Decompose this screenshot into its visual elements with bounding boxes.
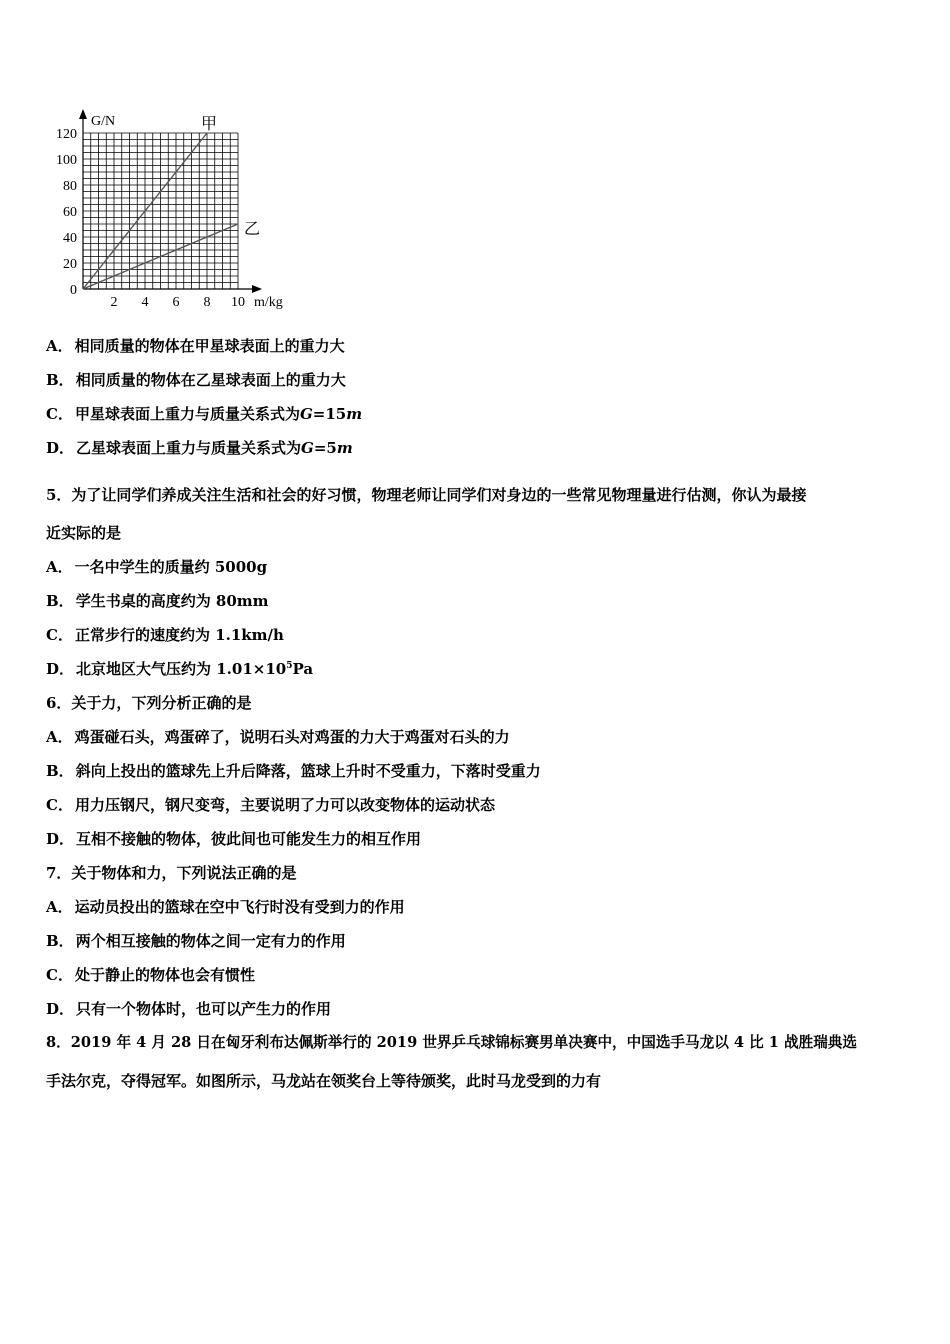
q8-stem-line2: 手法尔克，夺得冠军。如图所示，马龙站在领奖台上等待颁奖，此时马龙受到的力有 bbox=[46, 1072, 602, 1090]
q5-option-c bbox=[46, 625, 284, 645]
q6-stem: 6．关于力，下列分析正确的是 bbox=[46, 694, 252, 712]
series-label-yi: 乙 bbox=[244, 219, 261, 238]
option-label: D． bbox=[46, 660, 75, 678]
q4-option-b bbox=[46, 370, 346, 390]
x-tick-label: 10 bbox=[231, 295, 245, 310]
option-text: 运动员投出的篮球在空中飞行时没有受到力的作用 bbox=[74, 898, 405, 916]
option-text: 只有一个物体时，也可以产生力的作用 bbox=[76, 1000, 332, 1018]
option-text: 斜向上投出的篮球先上升后降落，篮球上升时不受重力，下落时受重力 bbox=[75, 762, 541, 780]
chart-grid bbox=[83, 133, 238, 289]
q5-option-d bbox=[46, 659, 313, 679]
option-label: A． bbox=[46, 337, 73, 355]
q6-option-a bbox=[46, 727, 510, 747]
q4-option-c bbox=[46, 404, 362, 424]
q5-stem-line1: 5．为了让同学们养成关注生活和社会的好习惯，物理老师让同学们对身边的一些常见物理量进行估测，你认为最接 bbox=[46, 486, 807, 504]
formula-value: =15 bbox=[312, 405, 347, 423]
option-text: 乙星球表面上重力与质量关系式为 bbox=[76, 439, 302, 457]
x-axis-label: m/kg bbox=[254, 295, 283, 310]
q7-option-a bbox=[46, 897, 405, 917]
option-label: A． bbox=[46, 558, 73, 576]
q5-option-b bbox=[46, 591, 269, 611]
y-axis-arrow-icon bbox=[79, 109, 87, 119]
option-text: 互相不接触的物体，彼此间也可能发生力的相互作用 bbox=[76, 830, 422, 848]
unit: Pa bbox=[292, 660, 314, 678]
x-axis-arrow-icon bbox=[252, 285, 262, 293]
option-text: 两个相互接触的物体之间一定有力的作用 bbox=[75, 932, 346, 950]
q5-option-a bbox=[46, 557, 267, 577]
q5-stem-line2: 近实际的是 bbox=[46, 524, 122, 542]
option-label: C． bbox=[46, 626, 73, 644]
q7-option-d bbox=[46, 999, 331, 1019]
option-label: B． bbox=[46, 932, 74, 950]
y-tick-label: 0 bbox=[70, 283, 77, 298]
option-label: A． bbox=[46, 898, 73, 916]
option-label: C． bbox=[46, 796, 73, 814]
option-text: 一名中学生的质量约 5000g bbox=[74, 558, 268, 576]
option-label: D． bbox=[46, 439, 75, 457]
q7-option-b bbox=[46, 931, 346, 951]
x-tick-label: 8 bbox=[203, 295, 211, 310]
option-label: B． bbox=[46, 371, 74, 389]
q8-stem-line1: 8．2019 年 4 月 28 日在匈牙利布达佩斯举行的 2019 世界乒乓球锦标赛男单决赛中，中国选手马龙以 4 比 1 战胜瑞典选 bbox=[46, 1034, 857, 1051]
option-text: 学生书桌的高度约为 80mm bbox=[75, 592, 269, 610]
option-label: D． bbox=[46, 830, 75, 848]
q7-option-c bbox=[46, 965, 255, 985]
option-label: B． bbox=[46, 762, 74, 780]
formula-variable: G bbox=[299, 405, 313, 423]
q4-option-a bbox=[46, 336, 345, 356]
option-text: 相同质量的物体在甲星球表面上的重力大 bbox=[74, 337, 345, 355]
exponent: 5 bbox=[286, 661, 293, 671]
option-text: 正常步行的速度约为 1.1km/h bbox=[74, 626, 284, 644]
y-axis-label: G/N bbox=[91, 114, 116, 129]
option-text: 处于静止的物体也会有惯性 bbox=[74, 966, 255, 984]
formula-variable: G bbox=[301, 439, 314, 457]
option-text: 北京地区大气压约为 1.01×10 bbox=[76, 660, 287, 678]
q6-option-c bbox=[46, 795, 495, 815]
option-text: 鸡蛋碰石头，鸡蛋碎了，说明石头对鸡蛋的力大于鸡蛋对石头的力 bbox=[74, 728, 510, 746]
series-label-jia: 甲 bbox=[201, 114, 218, 133]
option-label: D． bbox=[46, 1000, 75, 1018]
x-tick-label: 6 bbox=[172, 295, 180, 310]
y-tick-label: 20 bbox=[63, 257, 77, 272]
gravity-mass-chart bbox=[40, 100, 310, 315]
option-label: C． bbox=[46, 966, 73, 984]
q7-stem: 7．关于物体和力，下列说法正确的是 bbox=[46, 864, 297, 882]
formula-value: =5 bbox=[313, 439, 337, 457]
option-text: 甲星球表面上重力与质量关系式为 bbox=[74, 405, 300, 423]
y-tick-label: 40 bbox=[63, 231, 77, 246]
y-tick-label: 60 bbox=[63, 205, 77, 220]
option-label: C． bbox=[46, 405, 73, 423]
y-tick-label: 120 bbox=[56, 127, 77, 142]
y-tick-label: 100 bbox=[56, 153, 77, 168]
q6-option-d bbox=[46, 829, 421, 849]
formula-mass: m bbox=[346, 405, 363, 423]
x-tick-label: 2 bbox=[110, 295, 118, 310]
option-label: A． bbox=[46, 728, 73, 746]
option-text: 用力压钢尺，钢尺变弯，主要说明了力可以改变物体的运动状态 bbox=[74, 796, 495, 814]
option-text: 相同质量的物体在乙星球表面上的重力大 bbox=[75, 371, 346, 389]
q6-option-b bbox=[46, 761, 541, 781]
x-tick-label: 4 bbox=[141, 295, 149, 310]
y-tick-label: 80 bbox=[63, 179, 77, 194]
formula-mass: m bbox=[336, 439, 353, 457]
q4-option-d bbox=[46, 438, 353, 458]
option-label: B． bbox=[46, 592, 74, 610]
